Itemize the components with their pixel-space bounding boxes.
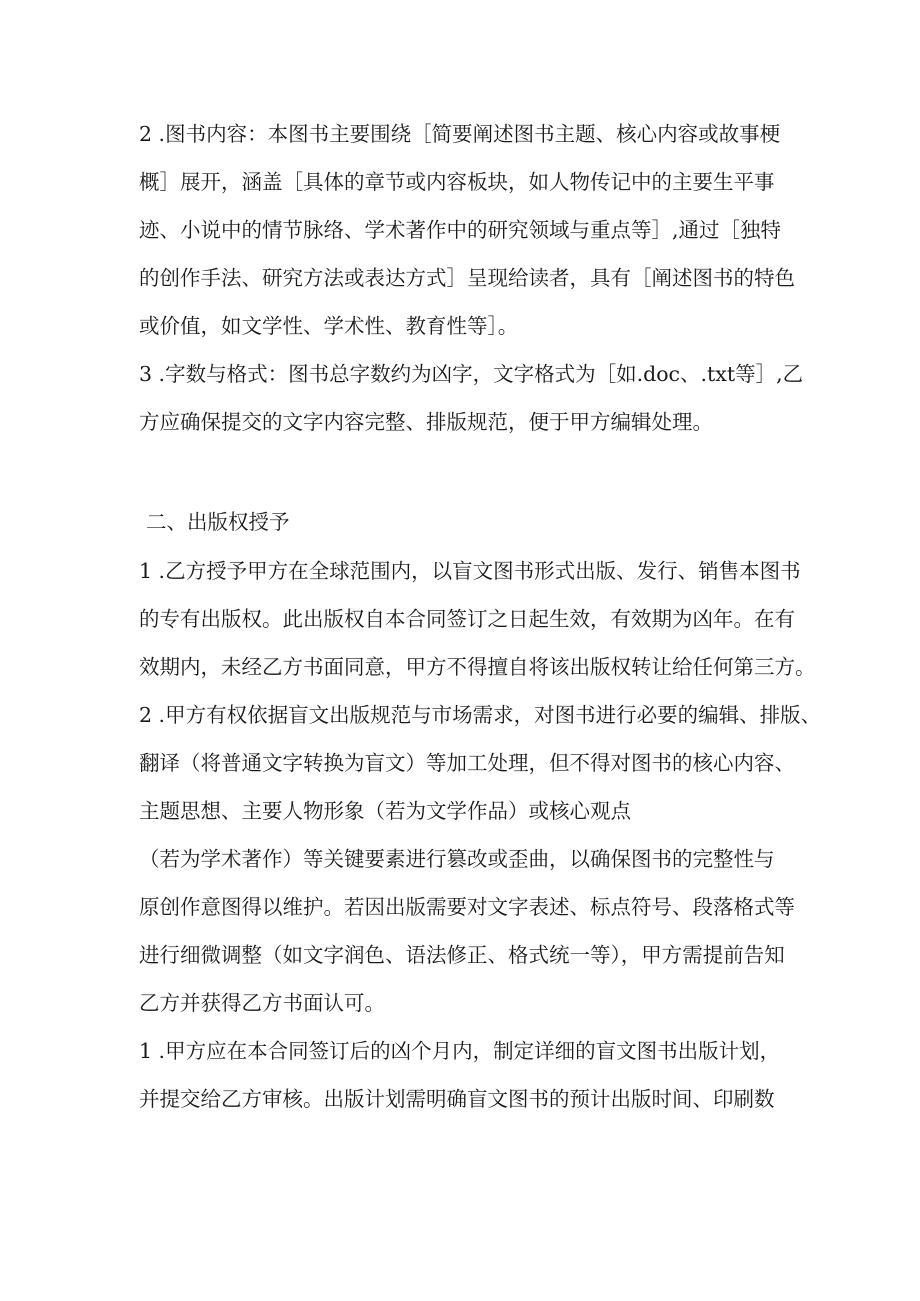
text-line: 效期内，未经乙方书面同意，甲方不得擅自将该出版权转让给任何第三方。 [139, 655, 816, 679]
text-line: 方应确保提交的文字内容完整、排版规范，便于甲方编辑处理。 [139, 410, 713, 434]
text-line: 迹、小说中的情节脉络、学术著作中的研究领域与重点等］,通过［独特 [139, 218, 782, 242]
section-heading: 二、出版权授予 [146, 510, 290, 534]
text-line: 的专有出版权。此出版权自本合同签订之日起生效，有效期为凶年。在有 [139, 607, 795, 631]
text-line: 2 .图书内容：本图书主要围绕［简要阐述图书主题、核心内容或故事梗 [139, 122, 781, 146]
text-line: 原创作意图得以维护。若因出版需要对文字表述、标点符号、段落格式等 [139, 895, 795, 919]
text-line: 并提交给乙方审核。出版计划需明确盲文图书的预计出版时间、印刷数 [139, 1087, 775, 1111]
text-line: 翻译（将普通文字转换为盲文）等加工处理，但不得对图书的核心内容、 [139, 751, 795, 775]
text-line: 或价值，如文学性、学术性、教育性等］。 [139, 314, 519, 338]
text-line: 乙方并获得乙方书面认可。 [139, 991, 385, 1015]
text-line: （若为学术著作）等关键要素进行篡改或歪曲，以确保图书的完整性与 [139, 847, 775, 871]
text-line: 1 .甲方应在本合同签订后的凶个月内，制定详细的盲文图书出版计划， [139, 1039, 781, 1063]
text-line: 3 .字数与格式：图书总字数约为凶字，文字格式为［如.doc、.txt等］,乙 [139, 362, 804, 386]
text-line: 2 .甲方有权依据盲文出版规范与市场需求，对图书进行必要的编辑、排版、 [139, 703, 822, 727]
text-line: 1 .乙方授予甲方在全球范围内，以盲文图书形式出版、发行、销售本图书 [139, 559, 801, 583]
text-line: 主题思想、主要人物形象（若为文学作品）或核心观点 [139, 799, 631, 823]
text-line: 的创作手法、研究方法或表达方式］呈现给读者，具有［阐述图书的特色 [139, 266, 795, 290]
text-line: 进行细微调整（如文字润色、语法修正、格式统一等），甲方需提前告知 [139, 943, 785, 967]
text-line: 概］展开，涵盖［具体的章节或内容板块，如人物传记中的主要生平事 [139, 170, 775, 194]
